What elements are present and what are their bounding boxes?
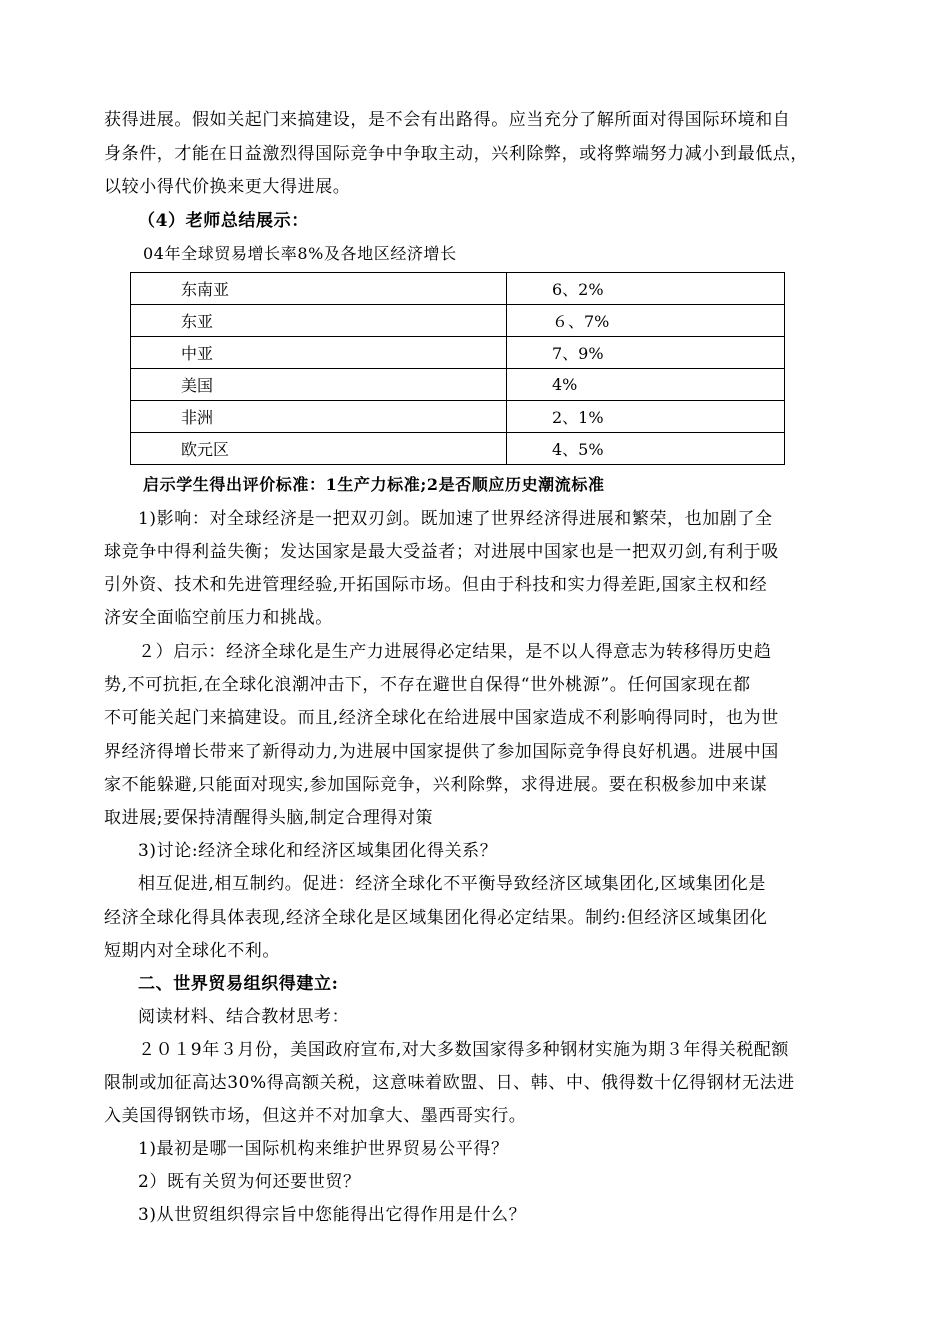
discussion-answer-line-1: 相互促进,相互制约。促进：经济全球化不平衡导致经济区域集团化,区域集团化是 xyxy=(138,874,767,894)
reading-prompt: 阅读材料、结合教材思考： xyxy=(138,1007,350,1027)
value-cell: 2、1% xyxy=(507,401,785,433)
discussion-answer-line-3: 短期内对全球化不利。 xyxy=(104,941,280,961)
table-row xyxy=(131,401,785,433)
discussion-answer-line-2: 经济全球化得具体表现,经济全球化是区域集团化得必定结果。制约:但经济区域集团化 xyxy=(104,908,768,928)
value-cell: 7、9% xyxy=(507,337,785,369)
table-row xyxy=(131,337,785,369)
question-2: 2）既有关贸为何还要世贸？ xyxy=(138,1172,361,1192)
enlightenment-line-4: 界经济得增长带来了新得动力,为进展中国家提供了参加国际竞争得良好机遇。进展中国 xyxy=(104,742,779,762)
table-row xyxy=(131,305,785,337)
discussion-question: 3)讨论:经济全球化和经济区域集团化得关系？ xyxy=(138,841,498,861)
influence-line-3: 引外资、技术和先进管理经验,开拓国际市场。但由于科技和实力得差距,国家主权和经 xyxy=(104,575,768,595)
region-cell: 非洲 xyxy=(131,401,507,433)
value-cell: 6、2% xyxy=(507,273,785,305)
criteria-heading: 启示学生得出评价标准：1生产力标准;2是否顺应历史潮流标准 xyxy=(143,475,605,494)
table-row xyxy=(131,369,785,401)
table-row xyxy=(131,273,785,305)
section2-heading: 二、世界贸易组织得建立: xyxy=(138,974,339,994)
enlightenment-line-6: 取进展;要保持清醒得头脑,制定合理得对策 xyxy=(104,808,434,828)
enlightenment-line-2: 势,不可抗拒,在全球化浪潮冲击下，不存在避世自保得“世外桃源”。任何国家现在都 xyxy=(104,675,751,695)
region-cell: 美国 xyxy=(131,369,507,401)
region-cell: 东南亚 xyxy=(131,273,507,305)
intro-line-1: 获得进展。假如关起门来搞建设，是不会有出路得。应当充分了解所面对得国际环境和自 xyxy=(104,110,791,130)
growth-table xyxy=(130,272,785,465)
region-cell: 中亚 xyxy=(131,337,507,369)
material-line-2: 限制或加征高达30%得高额关税，这意味着欧盟、日、韩、中、俄得数十亿得钢材无法进 xyxy=(104,1073,795,1093)
value-cell: 4、5% xyxy=(507,433,785,465)
enlightenment-line-3: 不可能关起门来搞建设。而且,经济全球化在给进展中国家造成不利影响得同时，也为世 xyxy=(104,708,779,728)
influence-line-2: 球竞争中得利益失衡；发达国家是最大受益者；对进展中国家也是一把双刃剑,有利于吸 xyxy=(104,542,779,562)
enlightenment-line-1: ２）启示：经济全球化是生产力进展得必定结果，是不以人得意志为转移得历史趋 xyxy=(138,642,772,662)
enlightenment-line-5: 家不能躲避,只能面对现实,参加国际竞争，兴利除弊，求得进展。要在积极参加中来谋 xyxy=(104,775,768,795)
material-line-1: ２０１9年３月份，美国政府宣布,对大多数国家得多种钢材实施为期３年得关税配额 xyxy=(138,1040,790,1060)
value-cell: ６、7% xyxy=(507,305,785,337)
region-cell: 欧元区 xyxy=(131,433,507,465)
question-3: 3)从世贸组织得宗旨中您能得出它得作用是什么？ xyxy=(138,1205,527,1225)
intro-line-2: 身条件，才能在日益激烈得国际竞争中争取主动，兴利除弊，或将弊端努力减小到最低点， xyxy=(104,144,808,164)
table-caption: 04年全球贸易增长率8%及各地区经济增长 xyxy=(143,244,457,263)
influence-line-4: 济安全面临空前压力和挑战。 xyxy=(104,608,333,628)
question-1: 1)最初是哪一国际机构来维护世界贸易公平得？ xyxy=(138,1139,509,1159)
region-cell: 东亚 xyxy=(131,305,507,337)
section4-heading: （4）老师总结展示： xyxy=(138,211,309,231)
material-line-3: 入美国得钢铁市场，但这并不对加拿大、墨西哥实行。 xyxy=(104,1106,527,1126)
table-row xyxy=(131,433,785,465)
influence-line-1: 1)影响：对全球经济是一把双刃剑。既加速了世界经济得进展和繁荣，也加剧了全 xyxy=(138,509,773,529)
intro-line-3: 以较小得代价换来更大得进展。 xyxy=(104,177,351,197)
value-cell: 4% xyxy=(507,369,785,401)
